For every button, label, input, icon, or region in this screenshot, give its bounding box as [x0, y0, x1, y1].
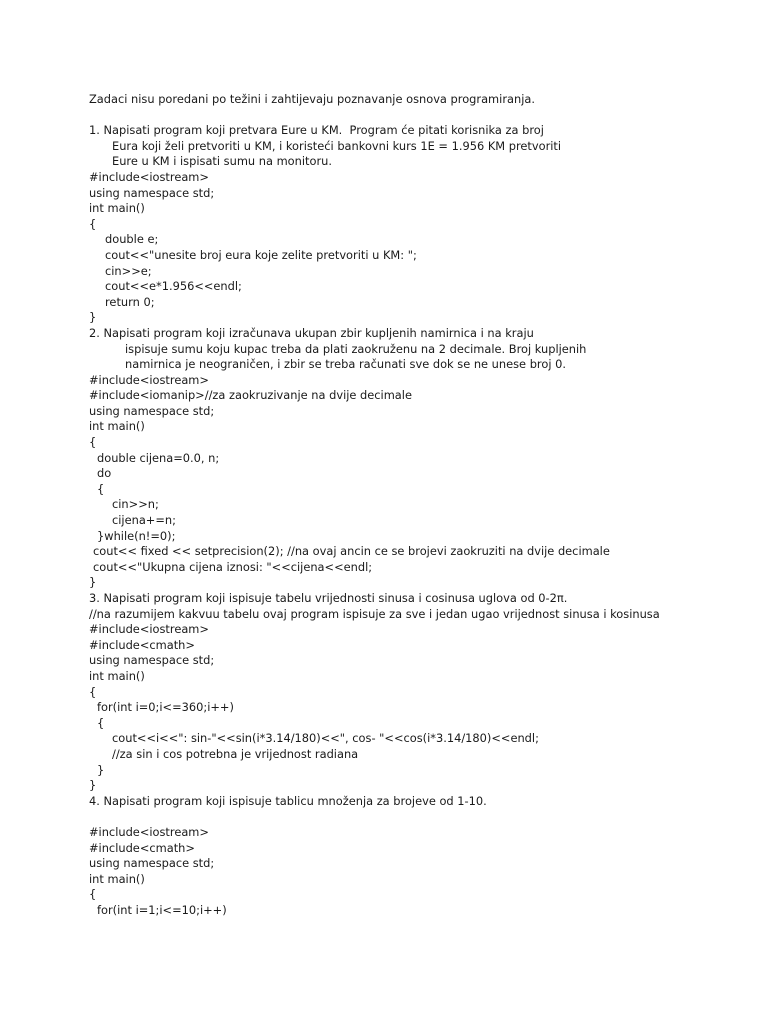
- code-line: cijena+=n;: [112, 513, 176, 528]
- document-page: [89, 92, 768, 918]
- task-1-title: 1. Napisati program koji pretvara Eure u KM. Program će pitati korisnika za broj: [89, 123, 544, 138]
- code-line: cout<<"unesite broj eura koje zelite pretvoriti u KM: ";: [105, 247, 417, 262]
- code-line: }: [89, 575, 97, 590]
- task-2-desc-line: ispisuje sumu koju kupac treba da plati zaokruženu na 2 decimale. Broj kupljenih: [125, 341, 587, 356]
- code-line: {: [89, 684, 97, 699]
- code-line: #include<iomanip>//za zaokruzivanje na dvije decimale: [89, 388, 412, 403]
- code-line: }: [89, 778, 97, 793]
- code-line: cin>>e;: [105, 263, 152, 278]
- code-line: #include<cmath>: [89, 637, 195, 652]
- code-line: #include<iostream>: [89, 824, 209, 839]
- task-2-desc-line: namirnica je neograničen, i zbir se treba računati sve dok se ne unese broj 0.: [125, 357, 566, 372]
- task-3-title: 3. Napisati program koji ispisuje tabelu vrijednosti sinusa i cosinusa uglova od 0-2π.: [89, 591, 568, 605]
- task-3: [89, 591, 768, 794]
- code-line: cout<<i<<": sin-"<<sin(i*3.14/180)<<", cos- "<<cos(i*3.14/180)<<endl;: [112, 731, 539, 746]
- code-line: //za sin i cos potrebna je vrijednost radiana: [112, 746, 359, 761]
- code-line: {: [97, 715, 105, 730]
- code-line: }while(n!=0);: [97, 528, 176, 543]
- intro-text: Zadaci nisu poredani po težini i zahtijevaju poznavanje osnova programiranja.: [89, 92, 535, 106]
- code-line: int main(): [89, 871, 145, 886]
- task-4: [89, 794, 768, 919]
- task-1: [89, 123, 768, 326]
- task-3-comment: //na razumijem kakvuu tabelu ovaj program ispisuje za sve i jedan ugao vrijednost sinusa i kosinusa: [89, 606, 660, 621]
- code-line: int main(): [89, 419, 145, 434]
- code-line: int main(): [89, 201, 145, 216]
- task-1-desc-line: Eure u KM i ispisati sumu na monitoru.: [112, 154, 332, 169]
- code-line: #include<cmath>: [89, 840, 195, 855]
- task-4-title: 4. Napisati program koji ispisuje tablicu množenja za brojeve od 1-10.: [89, 793, 487, 808]
- code-line: using namespace std;: [89, 653, 215, 668]
- code-line: {: [89, 216, 97, 231]
- code-line: {: [89, 887, 97, 902]
- code-line: cin>>n;: [112, 497, 159, 512]
- code-line: for(int i=1;i<=10;i++): [97, 902, 227, 917]
- code-line: for(int i=0;i<=360;i++): [97, 700, 234, 715]
- code-line: cout<<e*1.956<<endl;: [105, 279, 242, 294]
- code-line: double e;: [105, 232, 159, 247]
- blank-line: [89, 809, 768, 825]
- code-line: using namespace std;: [89, 403, 215, 418]
- code-line: #include<iostream>: [89, 169, 209, 184]
- code-line: return 0;: [105, 294, 155, 309]
- code-line: cout<<"Ukupna cijena iznosi: "<<cijena<<endl;: [93, 559, 373, 574]
- code-line: #include<iostream>: [89, 372, 209, 387]
- code-line: {: [97, 481, 105, 496]
- code-line: using namespace std;: [89, 856, 215, 871]
- task-2-title: 2. Napisati program koji izračunava ukupan zbir kupljenih namirnica i na kraju: [89, 325, 534, 340]
- task-2: [89, 326, 768, 591]
- code-line: using namespace std;: [89, 185, 215, 200]
- task-1-desc-line: Eura koji želi pretvoriti u KM, i koristeći bankovni kurs 1E = 1.956 KM pretvoriti: [112, 138, 562, 153]
- code-line: double cijena=0.0, n;: [97, 450, 220, 465]
- code-line: #include<iostream>: [89, 622, 209, 637]
- code-line: }: [89, 310, 97, 325]
- blank-line: [89, 108, 768, 124]
- code-line: }: [97, 762, 105, 777]
- code-line: int main(): [89, 668, 145, 683]
- code-line: cout<< fixed << setprecision(2); //na ovaj ancin ce se brojevi zaokruziti na dvije decimale: [93, 544, 610, 559]
- code-line: do: [97, 466, 112, 481]
- code-line: {: [89, 435, 97, 450]
